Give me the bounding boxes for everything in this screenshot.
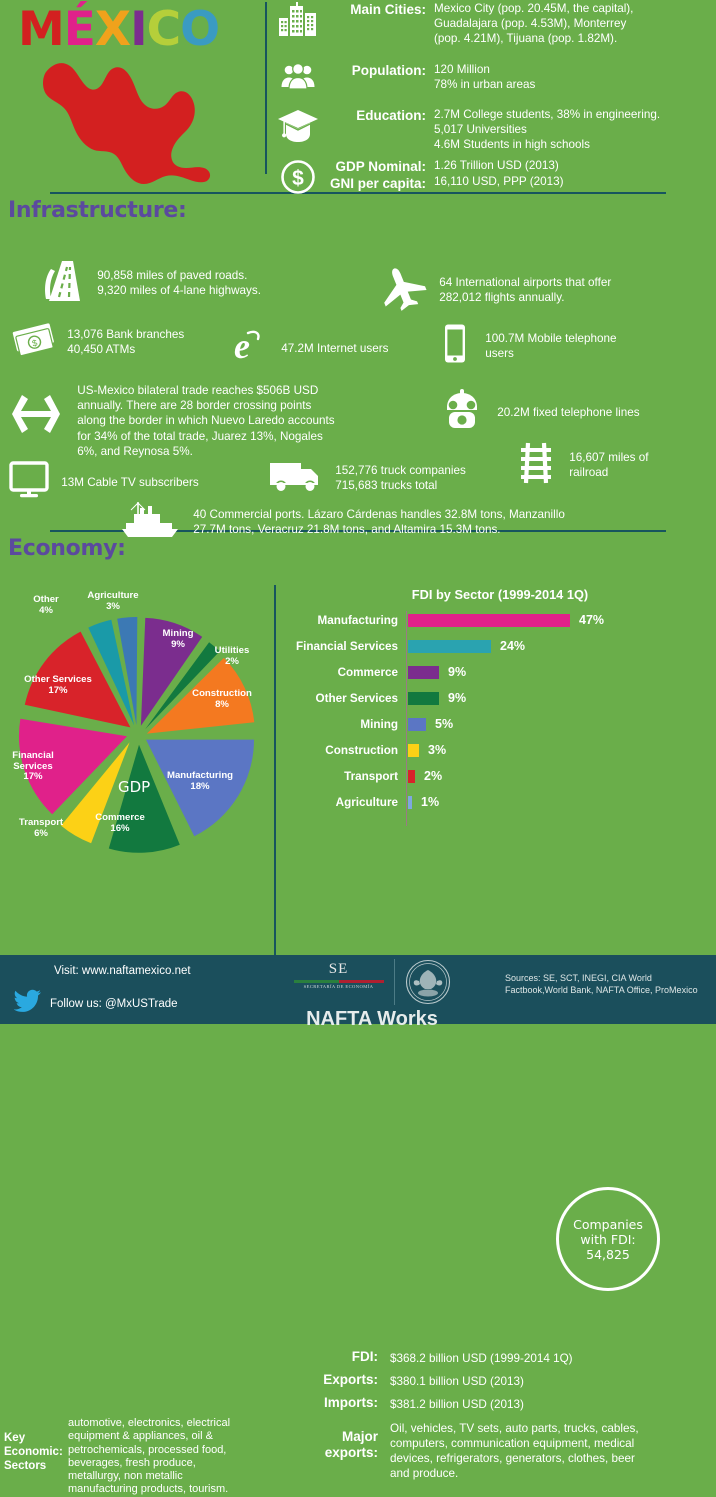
fact-label-population: Population:	[351, 63, 426, 78]
truck-icon	[268, 457, 324, 499]
education-line-2: 5,017 Universities	[434, 122, 527, 136]
ports-line-1: 40 Commercial ports. Lázaro Cárdenas handles 32.8M tons, Manzanillo	[193, 507, 565, 521]
mexico-map-icon	[36, 54, 236, 194]
pie-label-manufacturing: Manufacturing 18%	[166, 770, 234, 792]
bar-fill-financial-services	[408, 640, 491, 653]
major-exports-label-line-1: Major	[341, 1428, 378, 1444]
fdi-badge-line-3: 54,825	[586, 1246, 630, 1262]
infrastructure-section	[0, 225, 716, 537]
border-line-5: 6%, and Reynosa 5%.	[77, 444, 193, 458]
border-crossing-icon	[6, 389, 66, 443]
infra-text-internet	[281, 341, 388, 356]
city-buildings-icon	[272, 2, 324, 38]
infra-item-mobile	[440, 323, 617, 369]
logo-letter-e: É	[63, 2, 95, 57]
airports-line-1: 64 International airports that offer	[439, 275, 612, 289]
bar-row-construction	[284, 737, 714, 763]
pie-label-other: Other 4%	[33, 594, 59, 616]
bar-track-commerce	[408, 665, 714, 679]
infra-item-internet	[222, 327, 388, 369]
footer-sources: Sources: SE, SCT, INEGI, CIA World Factbook,World Bank, NAFTA Office, ProMexico	[505, 973, 698, 995]
trucks-line-2: 715,683 trucks total	[335, 479, 438, 493]
bar-row-transport	[284, 763, 714, 789]
bar-track-construction	[408, 743, 714, 757]
mobile-line-2: users	[485, 347, 514, 361]
twitter-bird-icon[interactable]	[14, 989, 42, 1018]
ship-icon	[118, 501, 182, 543]
fact-value-main-cities	[434, 2, 716, 47]
pie-label-financial-services: Financial Services 17%	[12, 750, 54, 783]
internet-explorer-icon	[222, 327, 262, 369]
fact-label-education: Education:	[356, 108, 426, 123]
footer-follow-row[interactable]	[14, 989, 191, 1018]
bar-value-other-services: 9%	[448, 691, 467, 705]
mobile-phone-icon	[440, 323, 470, 369]
bar-value-agriculture: 1%	[421, 795, 440, 809]
bar-row-agriculture	[284, 789, 714, 815]
footer-bar	[0, 955, 716, 1030]
bar-fill-mining	[408, 718, 426, 731]
major-exports-label-line-2: exports:	[324, 1444, 378, 1460]
bar-label-mining: Mining	[360, 717, 398, 731]
pie-label-commerce: Commerce 16%	[95, 812, 145, 834]
bar-row-financial-services	[284, 633, 714, 659]
logo-letter-i: I	[130, 2, 147, 57]
fact-label-gdp-gni	[324, 159, 434, 191]
header-section	[0, 0, 716, 192]
bar-value-financial-services: 24%	[500, 639, 526, 653]
bar-label-agriculture: Agriculture	[335, 795, 398, 809]
border-line-3: along the border in which Nuevo Laredo accounts	[77, 414, 335, 428]
se-rule	[294, 980, 384, 983]
pie-label-mining: Mining 9%	[162, 628, 194, 650]
section-title-infrastructure: Infrastructure:	[8, 198, 187, 223]
bar-row-mining	[284, 711, 714, 737]
television-icon	[8, 461, 50, 503]
fact-label-main-cities: Main Cities:	[350, 2, 426, 17]
infra-text-roads	[97, 268, 261, 298]
fin-row-fdi	[284, 1349, 714, 1366]
main-cities-line-1: Mexico City (pop. 20.45M, the capital),	[434, 2, 634, 15]
kes-line-5: metallurgy, non metallic	[68, 1470, 183, 1483]
bar-label-other-services: Other Services	[315, 691, 398, 705]
bar-row-manufacturing	[284, 607, 714, 633]
footer-follow-handle[interactable]: Follow us: @MxUSTrade	[50, 997, 178, 1010]
major-exports-line-3: devices, refrigerators, generators, clothes, beer	[390, 1452, 635, 1466]
kes-label-line-1: Key	[4, 1432, 26, 1444]
banks-line-1: 13,076 Bank branches	[67, 327, 185, 341]
se-initials: SE	[328, 961, 349, 977]
logo-letter-c: C	[146, 2, 181, 57]
svg-text:$: $	[292, 167, 304, 190]
value-gdp-nominal: 1.26 Trillion USD (2013)	[434, 159, 559, 172]
bar-row-other-services	[284, 685, 714, 711]
pie-label-agriculture: Agriculture 3%	[87, 590, 139, 612]
bar-track-manufacturing	[408, 613, 714, 627]
bar-value-mining: 5%	[435, 717, 454, 731]
major-exports-line-4: and produce.	[390, 1467, 459, 1481]
fin-row-exports	[284, 1372, 714, 1389]
header-facts-list	[272, 2, 716, 198]
roads-line-2: 9,320 miles of 4-lane highways.	[97, 284, 261, 298]
header-vertical-divider	[265, 2, 267, 174]
fin-row-major-exports	[284, 1419, 714, 1482]
bar-fill-manufacturing	[408, 614, 570, 627]
airplane-icon	[376, 265, 428, 315]
infra-text-airports	[439, 275, 697, 305]
economy-vertical-divider	[274, 585, 276, 965]
kes-line-3: petrochemicals, processed food,	[68, 1443, 227, 1456]
label-gni-per-capita: GNI per capita:	[329, 175, 426, 191]
key-economic-sectors-label	[0, 1417, 68, 1473]
infra-text-railroad	[569, 450, 648, 480]
infra-item-border-trade	[6, 383, 436, 459]
infra-item-railroad	[516, 441, 649, 489]
kes-line-1: automotive, electronics, electrical	[68, 1417, 231, 1429]
kes-label-line-2: Economic:	[4, 1446, 63, 1459]
companies-with-fdi-badge	[556, 1187, 660, 1291]
mexico-wordmark	[18, 2, 220, 57]
banks-line-2: 40,450 ATMs	[67, 343, 136, 357]
pie-label-other-services: Other Services 17%	[24, 674, 92, 696]
border-line-4: for 34% of the total trade, Juarez 13%, Nogales	[77, 429, 323, 443]
kes-line-6: manufacturing products, tourism.	[68, 1483, 229, 1496]
bar-label-construction: Construction	[325, 743, 398, 757]
infra-item-airports	[376, 265, 706, 315]
fin-label-imports: Imports:	[324, 1395, 378, 1411]
education-line-3: 4.6M Students in high schools	[434, 137, 590, 151]
people-group-icon	[272, 63, 324, 91]
internet-line-1: 47.2M Internet users	[281, 341, 389, 355]
kes-label-line-3: Sectors	[4, 1460, 47, 1473]
fin-label-exports: Exports:	[323, 1372, 378, 1388]
infra-text-telephone	[497, 405, 639, 420]
kes-line-4: beverages, fresh produce,	[68, 1456, 196, 1469]
population-line-2: 78% in urban areas	[434, 77, 536, 91]
infra-text-banks	[67, 327, 184, 357]
bar-track-agriculture	[408, 795, 714, 809]
trucks-line-1: 152,776 truck companies	[335, 463, 466, 477]
bar-track-financial-services	[408, 639, 714, 653]
kes-line-2: equipment & appliances, oil &	[68, 1430, 213, 1443]
fin-value-major-exports	[390, 1419, 714, 1482]
bar-value-commerce: 9%	[448, 665, 467, 679]
fin-value-exports: $380.1 billion USD (2013)	[390, 1375, 524, 1389]
infra-text-ports	[193, 507, 565, 537]
fdi-badge-line-1: Companies	[573, 1216, 643, 1232]
bar-track-mining	[408, 717, 714, 731]
education-line-1: 2.7M College students, 38% in engineering.	[434, 108, 661, 121]
key-economic-sectors-block	[0, 1417, 276, 1497]
fact-row-population	[272, 63, 716, 105]
fact-row-main-cities	[272, 2, 716, 60]
gdp-pie-chart	[0, 583, 274, 883]
fdi-chart-title: FDI by Sector (1999-2014 1Q)	[411, 587, 589, 602]
fact-row-gdp	[272, 159, 716, 195]
footer-logos-block	[262, 959, 482, 1031]
pie-label-transport: Transport 6%	[18, 817, 64, 839]
infra-text-cable-tv	[61, 475, 199, 490]
bar-value-construction: 3%	[428, 743, 447, 757]
railroad-icon	[516, 441, 556, 489]
footer-logo-divider	[394, 959, 395, 1005]
fact-value-gdp-gni	[434, 159, 716, 190]
road-icon	[36, 259, 86, 307]
fin-value-fdi: $368.2 billion USD (1999-2014 1Q)	[390, 1352, 573, 1365]
logo-letter-o: O	[180, 2, 220, 57]
mexico-coat-of-arms-icon	[405, 959, 451, 1010]
bar-fill-agriculture	[408, 796, 412, 809]
fdi-bar-chart	[284, 607, 714, 815]
railroad-line-2: railroad	[569, 466, 609, 480]
bar-label-manufacturing: Manufacturing	[317, 613, 398, 627]
bar-track-other-services	[408, 691, 714, 705]
banknotes-icon	[12, 321, 58, 363]
key-economic-sectors-value	[68, 1417, 276, 1497]
major-exports-line-2: computers, communication equipment, medical	[390, 1436, 635, 1450]
telephone-line-1: 20.2M fixed telephone lines	[497, 405, 640, 419]
infra-item-roads	[36, 259, 276, 307]
bar-fill-commerce	[408, 666, 439, 679]
bar-label-financial-services: Financial Services	[296, 639, 398, 653]
major-exports-line-1: Oil, vehicles, TV sets, auto parts, trucks, cables,	[390, 1421, 639, 1435]
mobile-line-1: 100.7M Mobile telephone	[485, 331, 617, 345]
infra-item-banks	[12, 321, 184, 363]
border-line-1: US-Mexico bilateral trade reaches $506B USD	[77, 384, 319, 397]
bar-track-transport	[408, 769, 714, 783]
nafta-works-brand: NAFTA Works	[306, 1008, 438, 1030]
bar-row-commerce	[284, 659, 714, 685]
infra-text-border-trade	[77, 383, 427, 459]
roads-line-1: 90,858 miles of paved roads.	[97, 268, 248, 282]
telephone-icon	[440, 389, 484, 435]
fact-value-population	[434, 63, 716, 93]
fdi-badge-line-2: with FDI:	[580, 1231, 636, 1247]
airports-line-2: 282,012 flights annually.	[439, 291, 565, 305]
railroad-line-1: 16,607 miles of	[569, 450, 649, 464]
section-title-economy: Economy:	[8, 536, 126, 561]
bar-label-transport: Transport	[344, 769, 398, 783]
bar-fill-other-services	[408, 692, 439, 705]
pie-label-construction: Construction 8%	[192, 688, 252, 710]
infra-text-trucks	[335, 463, 466, 493]
main-cities-line-2: Guadalajara (pop. 4.53M), Monterrey	[434, 16, 627, 30]
value-gni-per-capita: 16,110 USD, PPP (2013)	[434, 174, 564, 188]
fin-label-fdi: FDI:	[351, 1349, 378, 1364]
bar-value-manufacturing: 47%	[579, 613, 605, 627]
ports-line-2: 27.7M tons, Veracruz 21.8M tons, and Altamira 15.3M tons.	[193, 523, 501, 537]
se-subtitle: SECRETARÍA DE ECONOMÍA	[303, 984, 374, 989]
logo-letter-x: X	[94, 2, 131, 57]
pie-label-utilities: Utilities 2%	[214, 645, 250, 667]
fin-value-imports: $381.2 billion USD (2013)	[390, 1398, 524, 1412]
svg-text:e: e	[234, 327, 250, 365]
label-gdp-nominal: GDP Nominal:	[335, 159, 426, 174]
main-cities-line-3: (pop. 4.21M), Tijuana (pop. 1.82M).	[434, 31, 618, 45]
economy-financial-rows	[284, 1349, 714, 1487]
bar-fill-construction	[408, 744, 419, 757]
infra-item-cable-tv	[8, 461, 199, 503]
fin-row-imports	[284, 1395, 714, 1412]
infra-item-ports	[118, 501, 698, 543]
footer-visit-link[interactable]: Visit: www.naftamexico.net	[54, 965, 191, 977]
fact-value-education	[434, 108, 716, 153]
infra-item-telephone	[440, 389, 640, 435]
dollar-circle-icon	[272, 159, 324, 195]
border-line-2: annually. There are 28 border crossing points	[77, 399, 312, 413]
infra-text-mobile	[485, 331, 616, 361]
footer-contact-block	[14, 965, 191, 1018]
secretaria-economia-logo	[294, 959, 384, 989]
graduation-cap-icon	[272, 108, 324, 144]
bar-value-transport: 2%	[424, 769, 443, 783]
infra-item-trucks	[268, 457, 466, 499]
cable-tv-line-1: 13M Cable TV subscribers	[61, 475, 199, 489]
svg-text:$: $	[31, 337, 39, 349]
bar-fill-transport	[408, 770, 415, 783]
population-line-1: 120 Million	[434, 63, 490, 76]
bar-label-commerce: Commerce	[337, 665, 398, 679]
pie-center-label: GDP	[118, 778, 151, 796]
mexico-logo-block	[8, 2, 258, 192]
fact-row-education	[272, 108, 716, 156]
fin-label-major-exports	[284, 1419, 390, 1461]
logo-letter-m: M	[18, 2, 64, 57]
